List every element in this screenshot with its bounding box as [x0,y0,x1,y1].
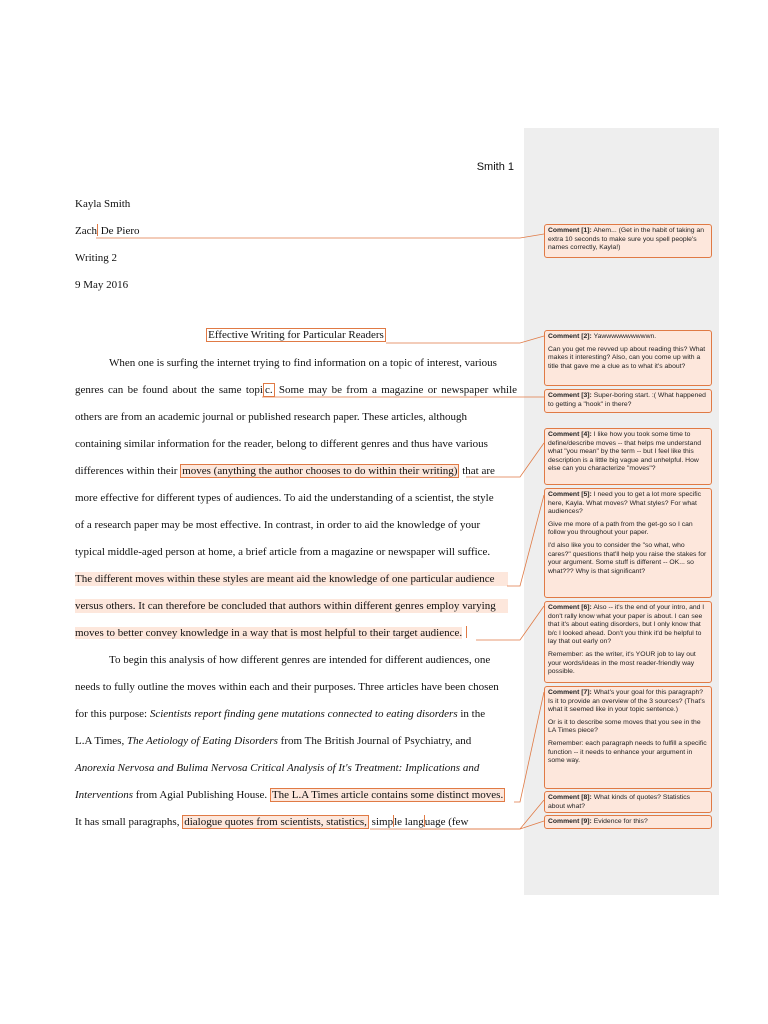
p1-line-9[interactable]: The different moves within these styles are meant aid the knowledge of one particular audience [75,572,508,586]
comment-7-label: Comment [7]: [548,689,592,696]
comment-8-label: Comment [8]: [548,794,592,801]
comment-4[interactable] [544,428,712,485]
p1-l5c: that are [459,465,495,477]
essay-title [75,329,517,341]
p2-l6a: Interventions [75,789,134,801]
p2-line-2: needs to fully outline the moves within each and their purposes. Three articles have been chosen [75,681,499,693]
p2-l7d: le lang [394,816,424,828]
comment-5-text-1: I need you to get a lot more specific here, Kayla. What moves? What styles? For what audiences? [548,491,702,516]
comment-7[interactable] [544,686,712,789]
p2-l4a: L.A Times, [75,735,127,747]
comment-6-text-1: Also -- it's the end of your intro, and I don't rally know what your paper is about. I can see that it's about eating disorders, but I only know that b/c I looked ahead. Don't you think it'd be helpful to lay that out early on? [548,604,705,646]
p1-line-8: typical middle-aged person at home, a brief article from a magazine or newspaper will suffice. [75,546,491,558]
instructor-line [75,224,517,238]
comment-anchor-7[interactable]: The L.A Times article contains some distinct moves. [271,789,504,801]
p2-l4b: The Aetiology of Eating Disorders [126,735,278,747]
p2-line-5 [75,761,517,775]
p2-l3b: Scientists report finding gene mutations connected to eating disorders [149,708,458,720]
comment-9-label: Comment [9]: [548,818,592,825]
p1-l11[interactable]: moves to better convey knowledge in a way that is most helpful to their target audience. [75,627,463,639]
p2-line-3 [75,707,517,721]
comment-5-text-3: I'd also like you to consider the "so what, who cares?" questions that'll help you raise the stakes for your argument. Some stuff is different -- OK... so what??? Why is that significant? [548,541,707,575]
p1-line-5 [75,464,517,478]
comment-3-text: Super-boring start. :( What happened to getting a "hook" in there? [548,392,706,408]
comment-8[interactable] [544,791,712,813]
p2-line-6 [75,788,517,802]
comment-1-label: Comment [1]: [548,227,592,234]
p2-l7c: simp [368,816,394,828]
p1-line-10[interactable]: versus others. It can therefore be concluded that authors within different genres employ varying [75,599,508,613]
comment-2-text-1: Yawwwwwwwwwwn. [593,333,657,340]
comment-4-text: I like how you took some time to define/describe moves -- that helps me understand what "you mean" by the term -- but I feel like this description is a little big vague and unhelpful. How else can you characterize "moves"? [548,431,702,473]
comment-1-text: Ahem... (Get in the habit of taking an extra 10 seconds to make sure you spell people's names correctly, Kayla!) [548,227,705,252]
comment-5-text-2: Give me more of a path from the get-go so I can follow you throughout your paper. [548,520,693,537]
instructor-last: De Piero [97,225,140,237]
comment-4-label: Comment [4]: [548,431,592,438]
comment-anchor-6[interactable] [466,626,467,638]
p1-l2a: genres can be found about the same topi [75,384,263,396]
p2-line-4 [75,734,517,748]
comment-anchor-8[interactable]: dialogue quotes from scientists, statistics, [184,816,367,828]
title-highlight[interactable]: Effective Writing for Particular Readers [208,329,384,341]
comment-3-label: Comment [3]: [548,392,592,399]
p2-l7a: It has small paragraphs, [75,816,183,828]
comment-8-text: What kinds of quotes? Statistics about what? [548,794,691,810]
p2-l5: Anorexia Nervosa and Bulima Nervosa Critical Analysis of It's Treatment: Implications and [75,762,480,774]
comment-5[interactable] [544,488,712,598]
comment-1[interactable] [544,224,712,258]
p1-line-6: more effective for different types of audiences. To aid the understanding of a scientist, the style [75,492,494,504]
comment-7-text-3: Remember: each paragraph needs to fulfill a specific function -- it needs to enhance your argument in some way. [548,739,707,765]
comment-5-label: Comment [5]: [548,491,592,498]
p1-l2c: Some may be from a magazine or newspaper while [274,384,518,396]
p2-line-1: To begin this analysis of how different genres are intended for different audiences, one [109,654,491,666]
comment-anchor-4[interactable]: moves (anything the author chooses to do within their writing) [182,465,458,477]
comment-anchor-3[interactable]: c. [264,384,273,396]
p2-l4c: from The British Journal of Psychiatry, and [277,735,472,747]
comment-6-label: Comment [6]: [548,604,592,611]
p1-line-3: others are from an academic journal or published research paper. These articles, although [75,411,467,423]
instructor-first: Zach [75,225,97,237]
p1-l5a: differences within their [75,465,181,477]
p2-l6b: from Agial Publishing House. [133,789,270,801]
comment-9[interactable] [544,815,712,829]
p1-line-1: When one is surfing the internet trying to find information on a topic of interest, various [109,357,497,369]
author-name: Kayla Smith [75,198,131,210]
comment-6-text-2: Remember: as the writer, it's YOUR job to lay out your words/ideas in the most reader-friendly way possible. [548,650,696,676]
p2-l3a: for this purpose: [75,708,150,720]
essay-date: 9 May 2016 [75,279,129,291]
comment-6[interactable] [544,601,712,683]
p1-line-7: of a research paper may be most effective. In contrast, in order to aid the knowledge of your [75,519,481,531]
p2-l7e: uage (few [424,816,469,828]
comment-9-text: Evidence for this? [593,818,648,825]
p1-line-4: containing similar information for the reader, belong to different genres and thus have various [75,438,488,450]
comment-7-text-1: What's your goal for this paragraph? Is it to provide an overview of the 3 sources? (That's what it seemed like in your topic sentence.) [548,689,705,714]
p2-line-7 [75,815,517,829]
course-name: Writing 2 [75,252,118,264]
p1-line-2 [75,383,517,397]
page-header-number: Smith 1 [476,161,514,173]
p1-line-11 [75,626,517,640]
comment-2-label: Comment [2]: [548,333,592,340]
comment-3[interactable] [544,389,712,413]
comment-7-text-2: Or is it to describe some moves that you see in the LA Times piece? [548,718,701,735]
comment-2[interactable] [544,330,712,386]
p2-l3c: in the [457,708,486,720]
comment-2-text-2: Can you get me revved up about reading this? What makes it interesting? Also, can you come up with a title that gave me a clue as to what it's about? [548,345,706,370]
